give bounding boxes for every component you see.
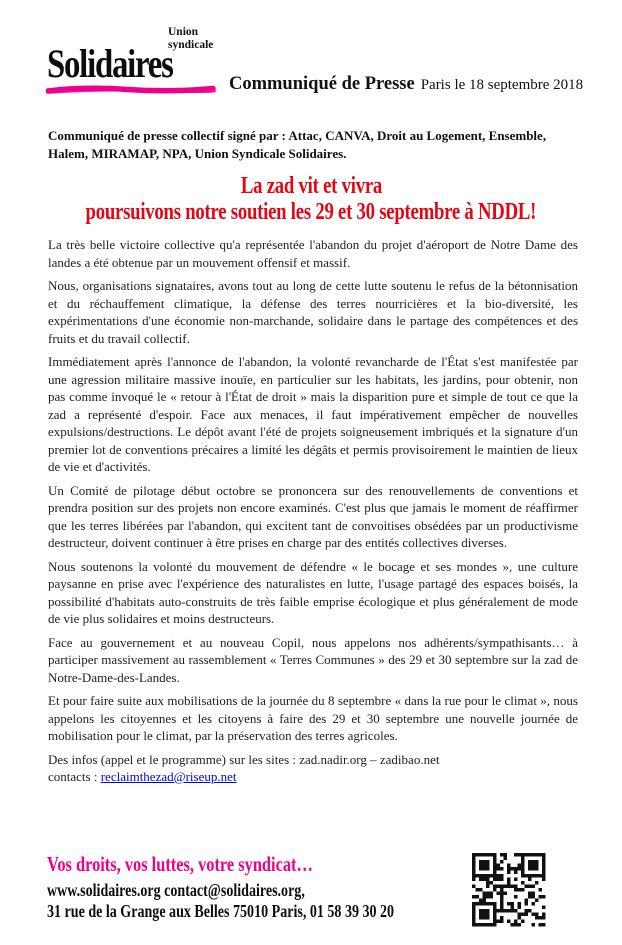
logo-union-syndicale-label	[168, 26, 213, 52]
body-paragraph: Immédiatement après l'annonce de l'abandon, la volonté revancharde de l'État s'est manifestée par une agression militaire massive inouïe, en particulier sur les habitats, les jardins, pour obtenir, non pas comme invoqué le « retour à l'État de droit » mais la disparition pure et simple de tout ce que la zad a représenté d'espoir. Face aux menaces, il faut impérativement empêcher de nouvelles expulsions/destructions. Le dépôt avant l'été de projets soigneusement imbriqués et la signature d'un premier lot de conventions précaires a limité les dégâts et permis provisoirement le maintien de lieux de vie et d'activités.	[48, 354, 578, 474]
contacts-label: contacts :	[48, 769, 101, 784]
solidaires-logo-wordmark: Solidaires	[47, 41, 173, 86]
headline-line-1: La zad vit et vivra	[240, 173, 382, 199]
body-paragraph: Nous, organisations signataires, avons tout au long de cette lutte soutenu le refus de la bétonnisation et du réchauffement climatique, la défense des terres nourricières et la bio-diversité, les expérimentations d'une économie non-marchande, solidaire dans le partage des compétences et des fruits et du travail collectif.	[48, 278, 578, 346]
body-paragraph: Face au gouvernement et au nouveau Copil, nous appelons nos adhérents/sympathisants… à participer massivement au rassemblement « Terres Communes » des 29 et 30 septembre sur la zad de Notre-Dame-des-Landes.	[48, 634, 578, 685]
headline	[0, 173, 622, 225]
info-contacts-line	[48, 768, 578, 786]
body-paragraph: Un Comité de pilotage début octobre se prononcera sur des renouvellements de conventions et prendra position sur des projets non encore examinés. C'est plus que jamais le moment de réaffirmer que les terres libérées par l'abandon, qui excitent tant de convoitises obsédées par un productivisme destructeur, doivent continuer à être prises en charge par des entités collectives diverses.	[48, 482, 578, 550]
signatories-intro: Communiqué de presse collectif signé par : Attac, CANVA, Droit au Logement, Ensemble, Halem, MIRAMAP, NPA, Union Syndicale Solidaires.	[48, 128, 547, 161]
dateline: Paris le 18 septembre 2018	[420, 77, 584, 93]
info-block	[48, 751, 578, 786]
body-paragraph: Nous soutenons la volonté du mouvement de défendre « le bocage et ses mondes », une culture paysanne en prise avec l'expérience des naturalistes en lutte, l'usage partagé des espaces boisés, la possibilité d'habitats auto-construits de très faible emprise écologique et plus généralement de mode de vie plus solidaires et moins destructeurs.	[48, 558, 578, 626]
doc-type-label: Communiqué de Presse	[229, 74, 415, 94]
body-paragraph: La très belle victoire collective qu'a représentée l'abandon du projet d'aéroport de Notre Dame des landes a été obtenue par un mouvement offensif et massif.	[48, 237, 578, 270]
logo-brush-underline-icon	[46, 83, 216, 101]
footer-address-line: 31 rue de la Grange aux Belles 75010 Paris, 01 58 39 30 20	[47, 901, 395, 921]
document-header-line	[229, 74, 583, 95]
contact-email-link[interactable]: reclaimthezad@riseup.net	[100, 769, 237, 784]
footer-web-contact-line: www.solidaires.org contact@solidaires.org,	[47, 880, 305, 900]
body-paragraph: Et pour faire suite aux mobilisations de la journée du 8 septembre « dans la rue pour le climat », nous appelons les citoyennes et les citoyens à faire des 29 et 30 septembre une nouvelle journée de mobilisation pour le climat, par la préservation des terres agricoles.	[48, 693, 578, 743]
qr-code-icon	[472, 853, 546, 927]
headline-line-2: poursuivons notre soutien les 29 et 30 septembre à NDDL!	[85, 199, 537, 225]
logo-syndicale-line: syndicale	[168, 39, 214, 51]
body-content	[48, 236, 578, 786]
info-sites-line: Des infos (appel et le programme) sur les sites : zad.nadir.org – zadibao.net	[48, 751, 440, 767]
footer-slogan: Vos droits, vos luttes, votre syndicat…	[47, 852, 313, 876]
logo-union-line: Union	[168, 26, 199, 38]
